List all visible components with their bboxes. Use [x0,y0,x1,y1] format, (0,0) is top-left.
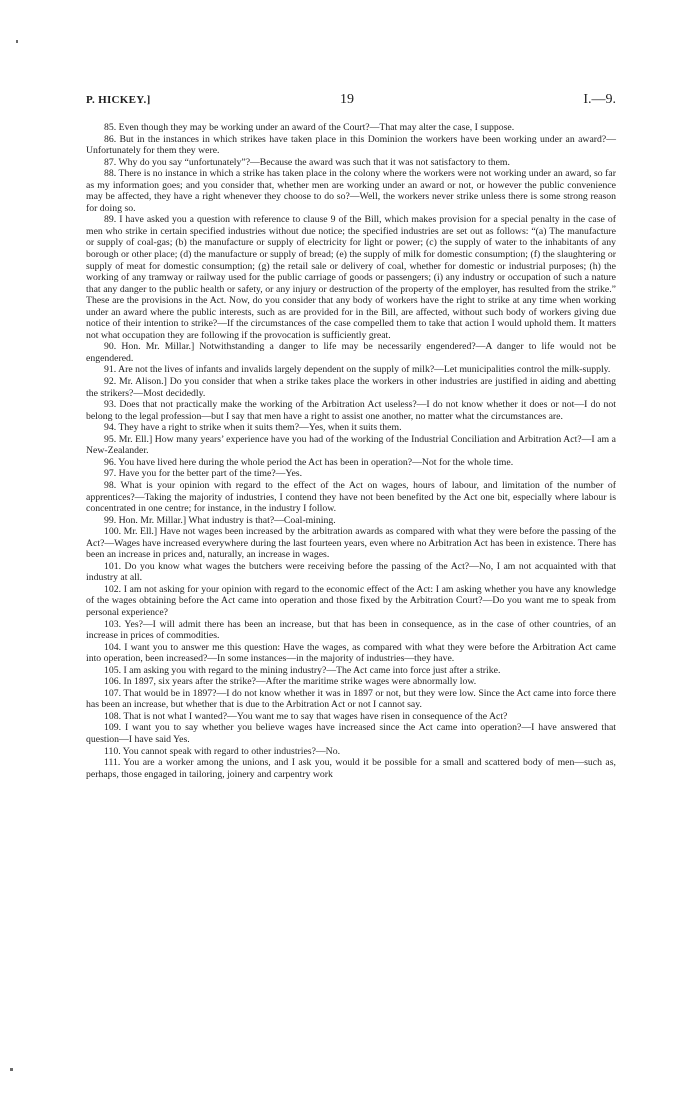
paragraph-88: 88. There is no instance in which a strike has taken place in the colony where the workers were not working under an award, so far as my information goes; and you consider that, whether men are working under an award or not, or however the public convenience may be affected, they have a right whenever they choose to do so?—Well, the workers never strike unless there is some strong reason for doing so. [86,168,616,214]
paragraph-89: 89. I have asked you a question with reference to clause 9 of the Bill, which makes provision for a special penalty in the case of men who strike in certain specified industries without due notice; the specified industries are set out as follows: “(a) The manufacture or supply of coal-gas; (b) the manufacture or supply of electricity for light or power; (c) the supply of water to the inhabitants of any borough or other place; (d) the manufacture or supply of bread; (e) the supply of milk for domestic consumption; (f) the slaughtering or supply of meat for domestic consumption; (g) the retail sale or delivery of coal, whether for domestic or industrial purposes; (h) the working of any tramway or railway used for the public carriage of goods or passengers; (i) any industry or occupation of such a nature that any danger to the public health or safety, or any injury or destruction of the property of the employer, has resulted from the strike.” These are the provisions in the Act. Now, do you consider that any body of workers have the right to strike at any time when working under an award where the public interests, such as are provided for in the Bill, are affected, without such body of workers giving due notice of their intention to strike?—If the circumstances of the case compelled them to take that action I would uphold them. It matters not what occupation they are following if the provocation is sufficiently great. [86,214,616,341]
paragraph-97: 97. Have you for the better part of the time?—Yes. [104,468,303,480]
page-header [86,92,616,112]
paragraph-108: 108. That is not what I wanted?—You want me to say that wages have risen in consequence of the Act? [104,710,508,722]
paragraph-110: 110. You cannot speak with regard to other industries?—No. [104,745,341,757]
scan-edge-mark-top [16,40,18,43]
paragraph-101: 101. Do you know what wages the butchers were receiving before the passing of the Act?—No, I am not acquainted with that industry at all. [86,560,616,584]
paragraph-105: 105. I am asking you with regard to the mining industry?—The Act came into force just after a strike. [104,664,501,676]
paragraph-100: 100. Mr. Ell.] Have not wages been increased by the arbitration awards as compared with what they were before the passing of the Act?—Wages have increased everywhere during the last fourteen years, even where no Arbitration Act has been in existence. There has been an increase in prices and, naturally, an increase in wages. [86,526,616,561]
paragraph-111: 111. You are a worker among the unions, and I ask you, would it be possible for a small and scattered body of men—such as, perhaps, those engaged in tailoring, joinery and carpentry work [86,757,616,780]
paragraph-96: 96. You have lived here during the whole period the Act has been in operation?—Not for the whole time. [104,456,514,468]
paragraph-104: 104. I want you to answer me this question: Have the wages, as compared with what they were before the Arbitration Act came into operation, been increased?—In some instances—in the majority of industries—they have. [86,641,616,665]
paragraph-103: 103. Yes?—I will admit there has been an increase, but that has been in consequence, as in the case of other countries, of an increase in prices of commodities. [86,618,616,642]
paragraph-93: 93. Does that not practically make the working of the Arbitration Act useless?—I do not know whether it does or not—I do not belong to the legal profession—but I say that men have a right to assist one another, no matter what the circumstances are. [86,399,616,422]
paragraph-98: 98. What is your opinion with regard to the effect of the Act on wages, hours of labour, and limitation of the number of apprentices?—Taking the majority of industries, I contend they have not been benefited by the Act one bit, especially where labour is concentrated in one centre; for instance, in the industry I follow. [86,479,616,515]
paragraph-95: 95. Mr. Ell.] How many years’ experience have you had of the working of the Industrial Conciliation and Arbitration Act?—I am a New-Zealander. [86,433,616,457]
paragraph-91: 91. Are not the lives of infants and invalids largely dependent on the supply of milk?—Let municipalities control the milk-supply. [104,364,611,376]
page-number: 19 [340,92,354,107]
header-witness-name: P. HICKEY.] [86,94,151,106]
evidence-body [86,122,616,780]
paragraph-85: 85. Even though they may be working under an award of the Court?—That may alter the case, I suppose. [104,122,515,133]
scan-edge-mark-bottom [10,1068,13,1071]
paragraph-86: 86. But in the instances in which strikes have taken place in this Dominion the workers have been working under an award?—Unfortunately for them they were. [86,133,616,157]
paragraph-94: 94. They have a right to strike when it suits them?—Yes, when it suits them. [104,422,402,434]
paragraph-109: 109. I want you to say whether you believe wages have increased since the Act came into operation?—I have answered that question—I have said Yes. [86,722,616,745]
paragraph-87: 87. Why do you say “unfortunately”?—Because the award was such that it was not satisfactory to them. [104,156,510,168]
document-page [86,92,616,780]
paragraph-90: 90. Hon. Mr. Millar.] Notwithstanding a danger to life may be necessarily engendered?—A danger to life would not be engendered. [86,341,616,364]
document-reference: I.—9. [583,92,616,107]
paragraph-92: 92. Mr. Alison.] Do you consider that when a strike takes place the workers in other industries are justified in aiding and abetting the strikers?—Most decidedly. [86,376,616,399]
paragraph-102: 102. I am not asking for your opinion with regard to the economic effect of the Act: I am asking whether you have any knowledge of the wages obtaining before the Act came into operation and those fixed by the Arbitration Court?—Do you want me to speak from personal experience? [86,583,616,618]
paragraph-106: 106. In 1897, six years after the strike?—After the maritime strike wages were abnormally low. [104,676,477,688]
paragraph-107: 107. That would be in 1897?—I do not know whether it was in 1897 or not, but they were low. Since the Act came into force there has been an increase, but whether that is due to the Arbitration Act or not I cannot say. [86,687,616,711]
paragraph-99: 99. Hon. Mr. Millar.] What industry is that?—Coal-mining. [104,514,336,526]
